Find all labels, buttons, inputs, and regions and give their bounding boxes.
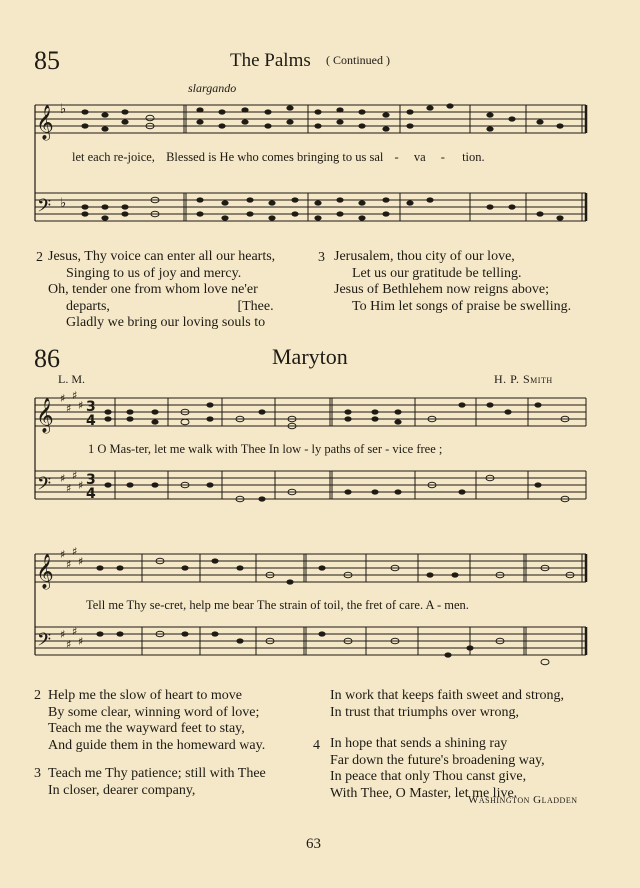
- verse-line: [48, 299, 275, 316]
- verse-number: 3: [34, 766, 41, 781]
- verse-line: Jesus, Thy voice can enter all our hearts,: [48, 249, 276, 264]
- lyric-word: tion.: [462, 150, 485, 164]
- composer-name: H. P. Smith: [494, 372, 553, 386]
- verse-line-part: [Thee.: [237, 298, 274, 314]
- bass-clef-icon: 𝄢: [37, 196, 52, 221]
- maryton-verse-2: [48, 688, 265, 754]
- svg-text:♯: ♯: [66, 638, 72, 651]
- continued-label: ( Continued ): [326, 53, 390, 67]
- svg-text:♯: ♯: [72, 469, 78, 482]
- svg-text:♯: ♯: [66, 402, 72, 415]
- svg-text:♯: ♯: [66, 482, 72, 495]
- verse-line: Jerusalem, thou city of our love,: [334, 249, 515, 264]
- palms-treble-staff: [35, 105, 586, 133]
- page-number: 63: [306, 836, 321, 852]
- lyric-word: -: [394, 150, 399, 164]
- maryton-verse-3: [48, 766, 266, 799]
- maryton-bass-staff-1: [35, 471, 586, 499]
- hymn-title-the-palms: The Palms: [230, 50, 311, 71]
- verse-line: In work that keeps faith sweet and strong,: [330, 688, 565, 703]
- maryton-verse-3-cont: [330, 688, 564, 721]
- author-credit: Washington Gladden: [468, 794, 578, 806]
- verse-line: In peace that only Thou canst give,: [330, 769, 527, 784]
- svg-text:♯: ♯: [78, 399, 84, 412]
- verse-line: By some clear, winning word of love;: [48, 704, 260, 720]
- svg-text:♯: ♯: [78, 555, 84, 568]
- meter-label: L. M.: [58, 372, 85, 386]
- treble-clef-icon: 𝄞: [36, 105, 54, 140]
- maryton-lyric-line-1: 1 O Mas-ter, let me walk with Thee In low - ly paths of ser - vice free ;: [88, 442, 443, 456]
- svg-text:♯: ♯: [72, 545, 78, 558]
- maryton-bass-staff-2: [35, 627, 586, 655]
- verse-line: In trust that triumphs over wrong,: [330, 704, 519, 720]
- verse-line-part: departs,: [66, 298, 110, 314]
- palms-verse-2: [48, 249, 275, 332]
- tempo-mark: slargando: [188, 81, 237, 95]
- lyric-word: Blessed is He who comes bringing to us sal: [166, 150, 384, 164]
- palms-verse-3: [334, 249, 571, 315]
- palms-lyric-line: [72, 150, 592, 165]
- svg-text:♯: ♯: [78, 479, 84, 492]
- verse-number: 2: [36, 250, 43, 265]
- verse-line: In hope that sends a shining ray: [330, 736, 508, 751]
- palms-noteheads: [81, 103, 563, 131]
- hymn-title-maryton: Maryton: [272, 344, 348, 369]
- hymn-number-85: 85: [34, 46, 60, 75]
- verse-line: To Him let songs of praise be swelling.: [352, 298, 572, 314]
- lyric-word: -: [440, 150, 445, 164]
- verse-number: 3: [318, 250, 325, 265]
- maryton-verse-4: [330, 736, 545, 802]
- verse-line: Singing to us of joy and mercy.: [66, 265, 242, 281]
- lyric-word: let each re-joice,: [72, 150, 155, 164]
- svg-text:𝄢: 𝄢: [37, 474, 52, 499]
- svg-text:♯: ♯: [78, 635, 84, 648]
- svg-text:♯: ♯: [72, 625, 78, 638]
- svg-text:♭: ♭: [60, 102, 67, 117]
- verse-line: Far down the future's broadening way,: [330, 752, 545, 768]
- verse-line: Let us our gratitude be telling.: [352, 265, 522, 281]
- verse-number: 2: [34, 688, 41, 703]
- svg-text:♯: ♯: [60, 628, 66, 641]
- verse-line: Help me the slow of heart to move: [48, 688, 243, 703]
- svg-text:𝄞: 𝄞: [36, 398, 54, 433]
- verse-line: Teach me the wayward feet to stay,: [48, 721, 245, 736]
- verse-line: Gladly we bring our loving souls to: [66, 315, 266, 330]
- palms-bass-noteheads: [81, 197, 563, 220]
- maryton-lyric-line-2: Tell me Thy se-cret, help me bear The strain of toil, the fret of care. A - men.: [86, 598, 469, 612]
- svg-text:4: 4: [86, 486, 96, 502]
- verse-line: Teach me Thy patience; still with Thee: [48, 766, 266, 781]
- svg-text:♯: ♯: [66, 558, 72, 571]
- verse-line: Jesus of Bethlehem now reigns above;: [334, 282, 550, 297]
- svg-text:𝄞: 𝄞: [36, 554, 54, 589]
- svg-text:♯: ♯: [60, 392, 66, 405]
- palms-bass-staff: [35, 193, 586, 221]
- verse-line: Oh, tender one from whom love ne'er: [48, 282, 258, 297]
- verse-line: And guide them in the homeward way.: [48, 737, 266, 753]
- hymn-number-86: 86: [34, 344, 60, 373]
- svg-text:𝄢: 𝄢: [37, 630, 52, 655]
- verse-number: 4: [313, 738, 320, 753]
- svg-text:♯: ♯: [72, 389, 78, 402]
- svg-text:3: 3: [86, 399, 96, 415]
- lyric-word: va: [413, 150, 426, 164]
- svg-text:3: 3: [86, 472, 96, 488]
- verse-line: In closer, dearer company,: [48, 782, 196, 798]
- svg-text:4: 4: [86, 413, 96, 429]
- verse-line: With Thee, O Master, let me live.: [330, 785, 518, 801]
- svg-text:♯: ♯: [60, 472, 66, 485]
- maryton-treble-staff-1: [35, 398, 586, 426]
- svg-text:♯: ♯: [60, 548, 66, 561]
- svg-text:♭: ♭: [60, 196, 67, 211]
